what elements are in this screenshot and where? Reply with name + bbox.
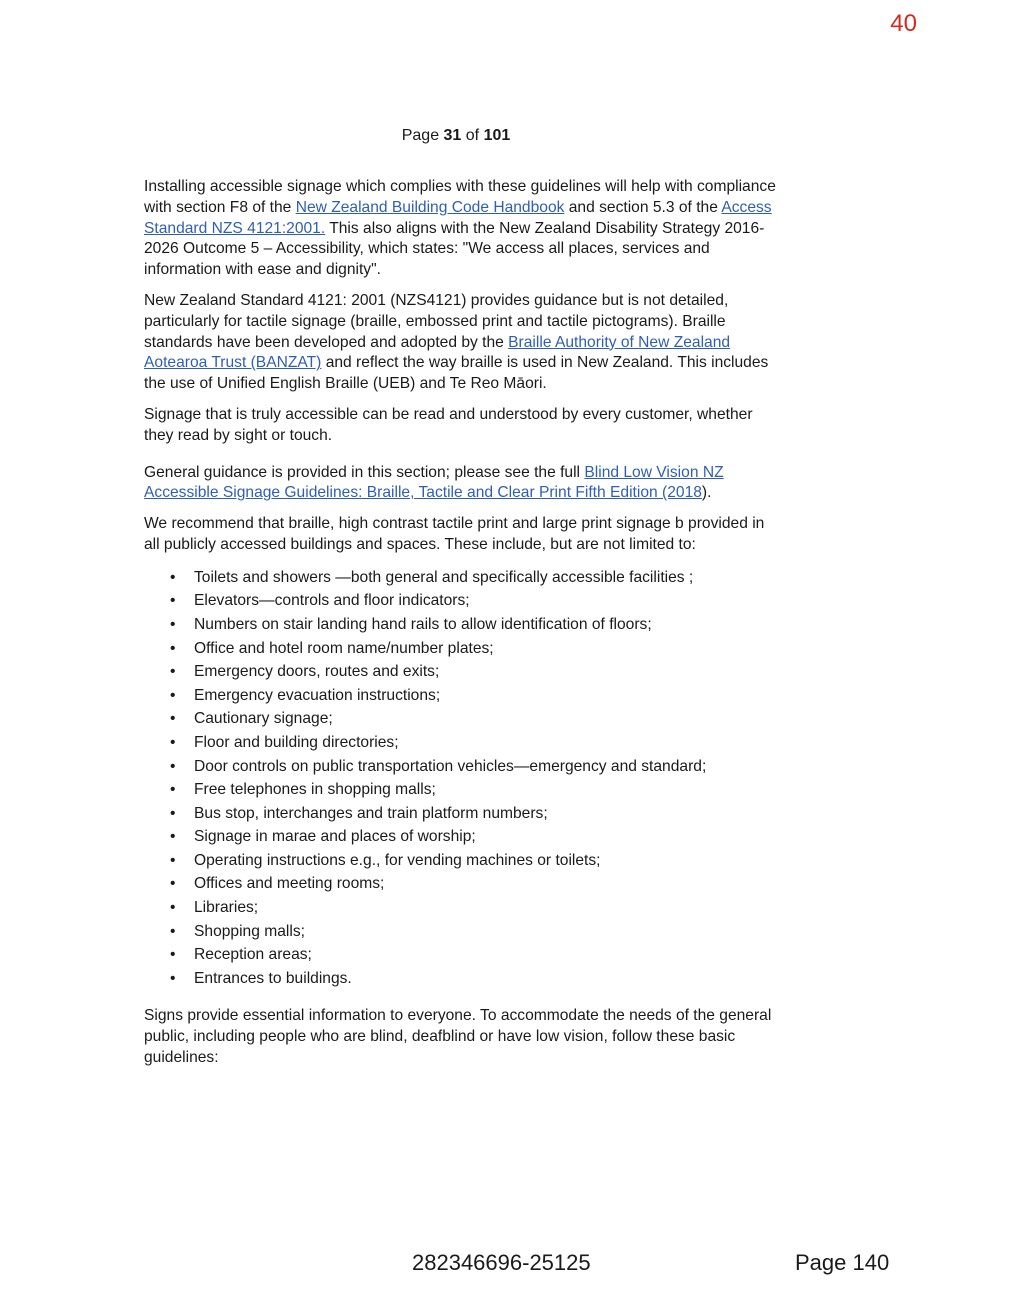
paragraph-compliance (144, 177, 776, 281)
paragraph-recommend: We recommend that braille, high contrast tactile print and large print signage b provided in all publicly accessed buildings and spaces. These include, but are not limited to: (144, 515, 765, 553)
list-item: • Bus stop, interchanges and train platform numbers; (194, 802, 776, 826)
paragraph-basic-guidelines: Signs provide essential information to everyone. To accommodate the needs of the general public, including people who are blind, deafblind or have low vision, follow these basic guidelines: (144, 1007, 772, 1067)
paragraph-text: ). (701, 484, 712, 502)
paragraph-text: and section 5.3 of the (564, 198, 722, 216)
document-body (144, 177, 776, 1079)
list-item: • Door controls on public transportation vehicles—emergency and standard; (194, 755, 776, 779)
link-banzat[interactable]: Braille Authority of New Zealand Aotearoa Trust (BANZAT) (144, 333, 731, 372)
link-access-standard[interactable]: Access Standard NZS 4121:2001. (144, 198, 772, 237)
signage-locations-list (144, 566, 776, 991)
list-item: • Cautionary signage; (194, 707, 776, 731)
list-item: • Toilets and showers —both general and specifically accessible facilities ; (194, 566, 776, 590)
paragraph-text: and reflect the way braille is used in New Zealand. This includes the use of Unified English Braille (UEB) and Te Reo Māori. (144, 354, 769, 393)
paragraph-general-guidance (144, 463, 776, 505)
page-stamp-number: 40 (890, 10, 917, 37)
list-item: • Offices and meeting rooms; (194, 872, 776, 896)
list-item: • Entrances to buildings. (194, 967, 776, 991)
list-item: • Libraries; (194, 896, 776, 920)
paragraph-text: General guidance is provided in this section; please see the full (144, 463, 585, 481)
page-header-of: of (461, 127, 484, 144)
list-item: • Numbers on stair landing hand rails to allow identification of floors; (194, 613, 776, 637)
list-item: • Emergency evacuation instructions; (194, 684, 776, 708)
list-item: • Shopping malls; (194, 920, 776, 944)
paragraph-text: New Zealand Standard 4121: 2001 (NZS4121) provides guidance but is not detailed, particularly for tactile signage (braille, embossed print and tactile pictograms). Braille standards have been developed and adopted by the (144, 291, 729, 351)
list-item: • Signage in marae and places of worship; (194, 825, 776, 849)
link-signage-guidelines[interactable]: Blind Low Vision NZ Accessible Signage Guidelines: Braille, Tactile and Clear Print Fifth Edition (2018 (144, 463, 724, 502)
page-header (0, 127, 912, 145)
list-item: • Elevators—controls and floor indicators; (194, 589, 776, 613)
page-total-number: 101 (483, 127, 511, 144)
paragraph-text: This also aligns with the New Zealand Disability Strategy 2016-2026 Outcome 5 – Accessibility, which states: "We access all places, services and information with ease and dignity". (144, 219, 765, 279)
list-item: • Operating instructions e.g., for vending machines or toilets; (194, 849, 776, 873)
footer-page-label: Page 140 (795, 1250, 890, 1275)
paragraph-truly-accessible: Signage that is truly accessible can be read and understood by every customer, whether they read by sight or touch. (144, 405, 753, 444)
paragraph-nzs4121 (144, 291, 776, 395)
footer-document-id: 282346696-25125 (412, 1250, 591, 1275)
list-item: • Reception areas; (194, 943, 776, 967)
list-item: • Office and hotel room name/number plates; (194, 637, 776, 661)
list-item: • Floor and building directories; (194, 731, 776, 755)
list-item: • Emergency doors, routes and exits; (194, 660, 776, 684)
page-header-prefix: Page (401, 127, 444, 144)
link-building-code-handbook[interactable]: New Zealand Building Code Handbook (295, 198, 565, 216)
list-item: • Free telephones in shopping malls; (194, 778, 776, 802)
paragraph-text: Installing accessible signage which complies with these guidelines will help with compliance with section F8 of the (144, 178, 776, 216)
page-current-number: 31 (443, 127, 462, 144)
